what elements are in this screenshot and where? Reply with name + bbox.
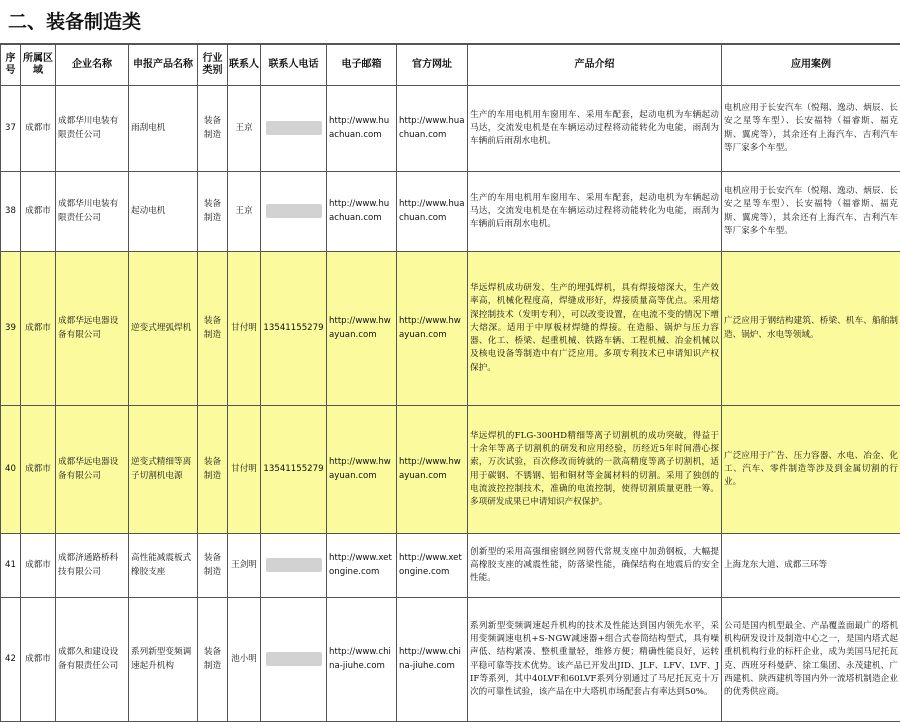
header-cell: 联系人电话	[261, 45, 327, 86]
product-name: 起动电机	[129, 172, 198, 252]
contact-person: 池小明	[228, 598, 261, 722]
header-cell: 联系人	[228, 45, 261, 86]
product-intro: 生产的车用电机用车窗用车、采用车配套，起动电机为车辆起动马达，交流发电机是在车辆运动过程将动能转化为电能，雨刮为车辆前后雨刮水电机。	[468, 86, 722, 172]
redacted-phone	[266, 558, 322, 572]
row-number: 39	[1, 252, 21, 406]
contact-phone	[261, 172, 327, 252]
region-cell: 成都市	[21, 172, 56, 252]
table-row	[1, 534, 900, 598]
website-cell: http://www.china-jiuhe.com	[397, 598, 468, 722]
header-cell: 所属区域	[21, 45, 56, 86]
header-cell: 序号	[1, 45, 21, 86]
industry-category: 装备制造	[198, 534, 228, 598]
table-row	[1, 406, 900, 534]
row-number: 41	[1, 534, 21, 598]
product-name: 高性能减震板式橡胶支座	[129, 534, 198, 598]
redacted-phone	[266, 652, 322, 666]
application-cases: 广泛应用于广告、压力容器、水电、冶金、化工、汽车、零件制造等涉及到金属切割的行业。	[722, 406, 900, 534]
header-cell: 电子邮箱	[327, 45, 397, 86]
region-cell: 成都市	[21, 252, 56, 406]
section-title: 二、装备制造类	[0, 0, 900, 44]
header-cell: 产品介绍	[468, 45, 722, 86]
table-row	[1, 598, 900, 722]
email-cell: http://www.china-jiuhe.com	[327, 598, 397, 722]
company-name: 成都济通路桥科技有限公司	[56, 534, 129, 598]
website-cell: http://www.huachuan.com	[397, 86, 468, 172]
header-cell: 应用案例	[722, 45, 900, 86]
enterprise-table	[0, 44, 900, 722]
company-name: 成都久和建设设备有限责任公司	[56, 598, 129, 722]
email-cell: http://www.hwayuan.com	[327, 406, 397, 534]
company-name: 成都华川电装有限责任公司	[56, 86, 129, 172]
product-intro: 华远焊机成功研发、生产的埋弧焊机，具有焊接熔深大，生产效率高，机械化程度高，焊缝成形好，焊接质量高等优点。采用熔深控制技术（发明专利），可以改变设置，在电流不变的情况下增大熔深。适用于中厚板材焊缝的焊接。在造船、锅炉与压力容器、化工、桥梁、起重机械、铁路车辆、工程机械、冶金机械以及核电设备等制造中有广泛应用。多项专利技术已申请知识产权保护。	[468, 252, 722, 406]
contact-phone	[261, 86, 327, 172]
industry-category: 装备制造	[198, 406, 228, 534]
contact-phone	[261, 598, 327, 722]
contact-person: 王京	[228, 86, 261, 172]
product-name: 逆变式精细等离子切割机电源	[129, 406, 198, 534]
website-cell: http://www.xetongine.com	[397, 534, 468, 598]
table-row	[1, 172, 900, 252]
website-cell: http://www.huachuan.com	[397, 172, 468, 252]
email-cell: http://www.huachuan.com	[327, 86, 397, 172]
header-cell: 企业名称	[56, 45, 129, 86]
product-intro: 创新型的采用高强细密钢丝网替代常规支座中加劲钢板，大幅提高橡胶支座的减震性能，防落梁性能，确保结构在地震后的安全性能。	[468, 534, 722, 598]
header-cell: 官方网址	[397, 45, 468, 86]
industry-category: 装备制造	[198, 252, 228, 406]
email-cell: http://www.huachuan.com	[327, 172, 397, 252]
industry-category: 装备制造	[198, 172, 228, 252]
region-cell: 成都市	[21, 534, 56, 598]
company-name: 成都华远电器设备有限公司	[56, 406, 129, 534]
header-row	[1, 45, 900, 86]
region-cell: 成都市	[21, 406, 56, 534]
industry-category: 装备制造	[198, 86, 228, 172]
contact-phone: 13541155279	[261, 406, 327, 534]
contact-phone: 13541155279	[261, 252, 327, 406]
contact-person: 王京	[228, 172, 261, 252]
application-cases: 电机应用于长安汽车（悦翔、逸动、炳辰、长安之星等车型）、长安福特（福睿斯、福克斯、翼虎等），其余还有上海汽车、吉利汽车等厂家多个车型。	[722, 86, 900, 172]
product-intro: 华远焊机的FLG-300HD精细等离子切割机的成功突破，得益于十余年等离子切割机的研发和应用经验，历经近5年时间潜心探索，万次试验，百次修改而铸就的一款高精度等离子切割机，适用于碳钢、不锈钢、铝和铜材等金属材料的切割。采用了独创的电流波控控制技术，准确的电流控制，使得切割质量更胜一筹。多项研发成果已申请知识产权保护。	[468, 406, 722, 534]
contact-phone	[261, 534, 327, 598]
redacted-phone	[266, 121, 322, 135]
row-number: 37	[1, 86, 21, 172]
product-intro: 系列新型变频调速起升机构的技术及性能达到国内领先水平，采用变频调速电机+S-NGW减速器+组合式卷筒结构型式，具有噪声低、结构紧凑、整机重量轻，维修方便；精确性能良好，运转平稳可靠等技术优势。该产品已开发出JID、JLF、LFV、LVF、JIF等系列，其中40LVF和60LVF系列分别通过了马尼托瓦克十万次的可靠性试验，该产品在中大塔机市场配套占有率达到50%。	[468, 598, 722, 722]
row-number: 40	[1, 406, 21, 534]
company-name: 成都华川电装有限责任公司	[56, 172, 129, 252]
product-intro: 生产的车用电机用车窗用车、采用车配套，起动电机为车辆起动马达，交流发电机是在车辆运动过程将动能转化为电能，雨刮为车辆前后雨刮水电机。	[468, 172, 722, 252]
contact-person: 甘付明	[228, 252, 261, 406]
product-name: 系列新型变频调速起升机构	[129, 598, 198, 722]
website-cell: http://www.hwayuan.com	[397, 252, 468, 406]
product-name: 雨刮电机	[129, 86, 198, 172]
email-cell: http://www.hwayuan.com	[327, 252, 397, 406]
header-cell: 行业类别	[198, 45, 228, 86]
contact-person: 王剑明	[228, 534, 261, 598]
application-cases: 电机应用于长安汽车（悦翔、逸动、炳辰、长安之星等车型）、长安福特（福睿斯、福克斯、翼虎等），其余还有上海汽车、吉利汽车等厂家多个车型。	[722, 172, 900, 252]
application-cases: 公司是国内机型最全、产品覆盖面最广的塔机机构研发设计及制造中心之一，是国内塔式起重机机构行业的标杆企业，成为美国马尼托瓦克、西班牙科曼萨、徐工集团、永茂建机、广西建机、陕西建机等国内外一流塔机制造企业的优秀供应商。	[722, 598, 900, 722]
region-cell: 成都市	[21, 598, 56, 722]
header-cell: 申报产品名称	[129, 45, 198, 86]
product-name: 逆变式埋弧焊机	[129, 252, 198, 406]
contact-person: 甘付明	[228, 406, 261, 534]
table-row	[1, 86, 900, 172]
region-cell: 成都市	[21, 86, 56, 172]
application-cases: 上海龙东大道、成都三环等	[722, 534, 900, 598]
row-number: 38	[1, 172, 21, 252]
website-cell: http://www.hwayuan.com	[397, 406, 468, 534]
application-cases: 广泛应用于钢结构建筑、桥梁、机车、船舶制造、锅炉、水电等领域。	[722, 252, 900, 406]
email-cell: http://www.xetongine.com	[327, 534, 397, 598]
row-number: 42	[1, 598, 21, 722]
table-row	[1, 252, 900, 406]
company-name: 成都华远电器设备有限公司	[56, 252, 129, 406]
industry-category: 装备制造	[198, 598, 228, 722]
redacted-phone	[266, 204, 322, 218]
